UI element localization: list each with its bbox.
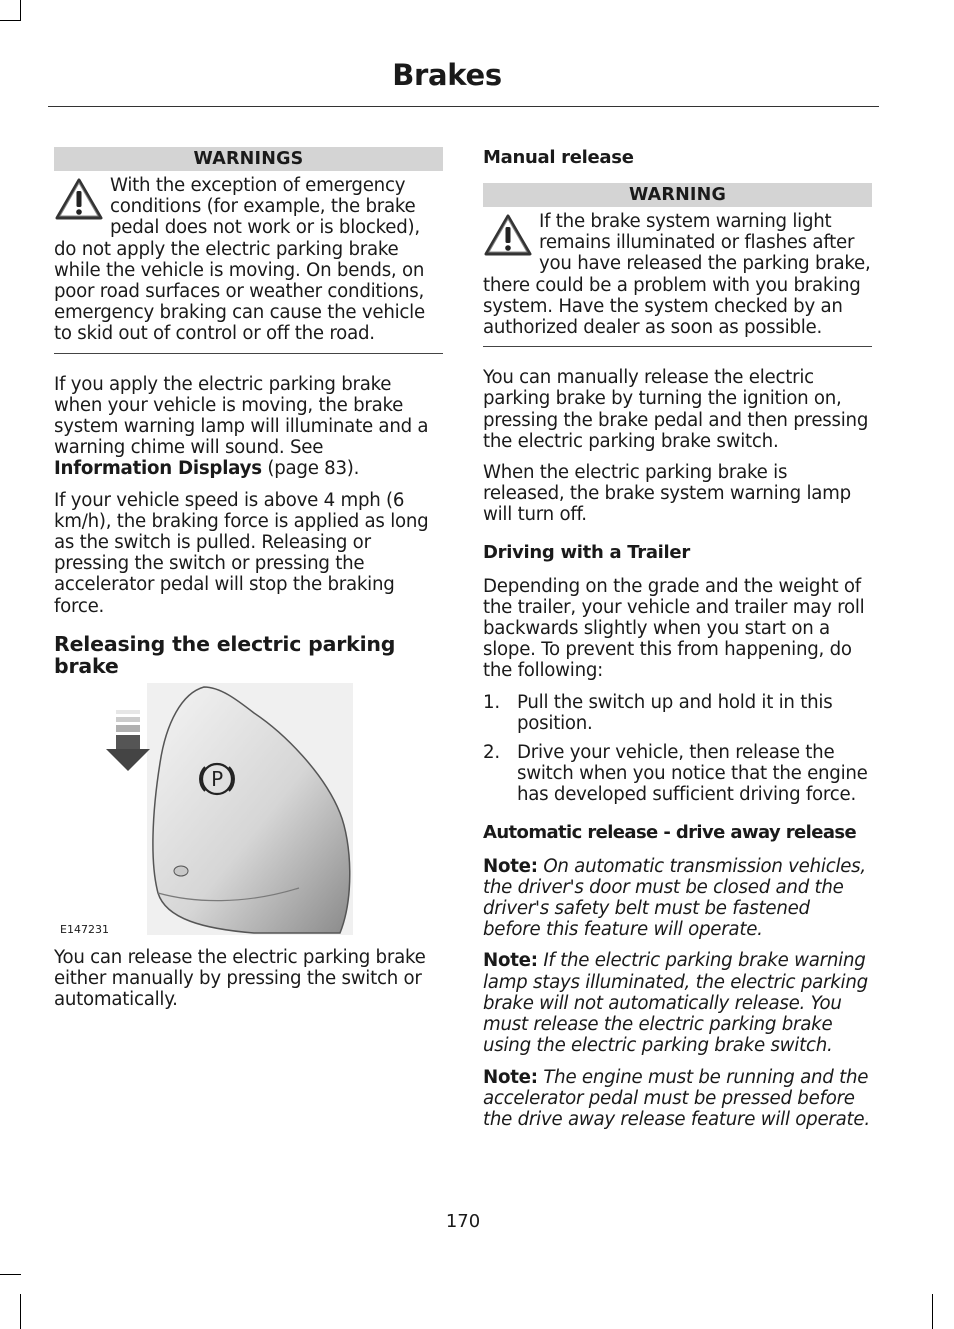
push-down-arrow-icon [106,710,150,771]
cross-reference-link[interactable]: Information Displays [54,458,262,480]
paragraph: Depending on the grade and the weight of the trailer, your vehicle and trailer may roll backwards slightly when you start on a slope. To prevent this from happening, do the following: [483,575,865,682]
warning-heading: WARNING [483,183,872,207]
warnings-heading: WARNINGS [54,147,443,171]
paragraph: If your vehicle speed is above 4 mph (6 km/h), the braking force is applied as long as the switch is pulled. Releasing or pressing the switch or pressing the accelerator pedal will stop the braking force. [54,489,429,617]
parking-brake-switch-illustration [54,683,354,935]
paragraph: You can manually release the electric parking brake by turning the ignition on, pressing the brake pedal and then pressing the electric parking brake switch. [483,367,869,452]
svg-text:P: P [211,766,223,791]
paragraph: When the electric parking brake is released, the brake system warning lamp will turn off. [483,462,851,526]
crop-mark [20,1294,21,1329]
steps-list [483,692,872,806]
crop-mark [0,20,21,21]
warning-triangle-icon [483,213,533,257]
crop-mark [932,1294,933,1329]
crop-mark [0,1274,21,1275]
page-title: Brakes [392,58,502,92]
list-item: 1. Pull the switch up and hold it in this position. [483,691,833,734]
note: Note: The engine must be running and the accelerator pedal must be pressed before the drive away release feature will operate. [483,1066,870,1130]
crop-mark [20,0,21,21]
header-rule [48,106,879,107]
warning-box [483,211,872,347]
subsection-heading: Automatic release - drive away release [483,821,857,843]
paragraph: If you apply the electric parking brake when your vehicle is moving, the brake system warning lamp will illuminate and a warning chime will sound. See Information Displays (page 83). [54,373,429,480]
right-column [483,147,872,1140]
left-column [54,147,443,1020]
note: Note: On automatic transmission vehicles, the driver's door must be closed and the driver's safety belt must be fastened before this feature will operate. [483,855,866,941]
warning-box [54,175,443,354]
subsection-heading: Driving with a Trailer [483,541,690,563]
list-item: 2. Drive your vehicle, then release the switch when you notice that the engine has developed sufficient driving force. [483,742,868,806]
parking-brake-switch-figure [54,683,443,935]
warning-text: If the brake system warning light remains illuminated or flashes after you have released the parking brake, there could be a problem with you braking system. Have the system checked by an authorized dealer as soon as possible. [483,211,871,339]
paragraph: You can release the electric parking brake either manually by pressing the switch or automatically. [54,946,426,1011]
note: Note: If the electric parking brake warning lamp stays illuminated, the electric parking brake will not automatically release. You must release the electric parking brake using the electric parking brake switch. [483,950,868,1057]
warning-text: With the exception of emergency conditions (for example, the brake pedal does not work or is blocked), do not apply the electric parking brake while the vehicle is moving. On bends, on poor road surfaces or weather conditions, emergency braking can cause the vehicle to skid out of control or off the road. [54,175,425,345]
warning-triangle-icon [54,177,104,221]
page-number: 170 [445,1211,481,1232]
subsection-heading: Manual release [483,147,634,168]
section-heading: Releasing the electric parking brake [54,631,396,678]
figure-code: E147231 [60,922,109,936]
